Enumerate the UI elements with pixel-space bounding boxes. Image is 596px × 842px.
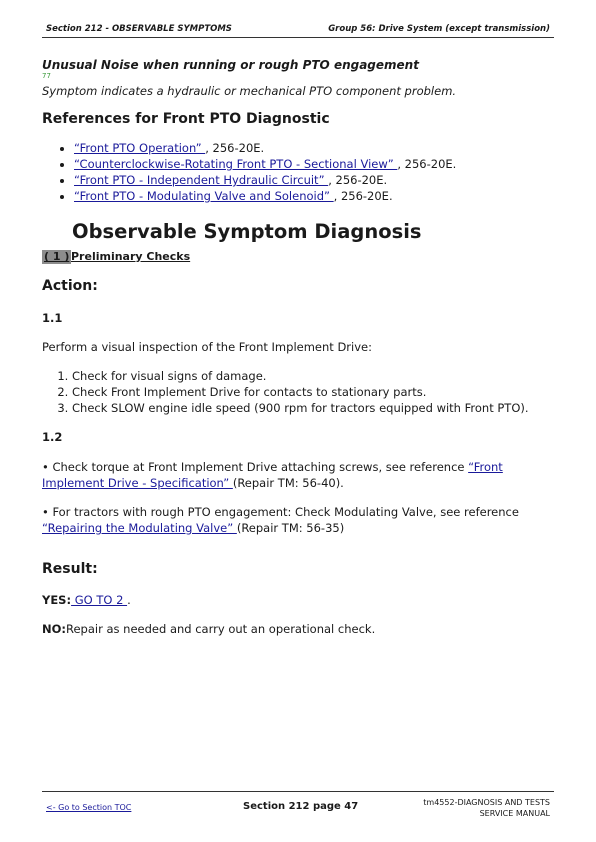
checklist-item: 3. Check SLOW engine idle speed (900 rpm for tractors equipped with Front PTO). <box>72 400 574 416</box>
action-heading: Action: <box>42 278 98 294</box>
reference-item <box>74 156 576 172</box>
manual-id <box>423 797 550 819</box>
reference-suffix: , 256-20E. <box>397 157 457 171</box>
torque-check-text: • Check torque at Front Implement Drive attaching screws, see reference <box>42 460 469 474</box>
reference-suffix: , 256-20E. <box>333 189 393 203</box>
goto-step-2-link[interactable]: GO TO 2 <box>71 593 128 607</box>
manual-id-line-2: SERVICE MANUAL <box>479 809 550 818</box>
spec-reference-link[interactable]: “Front Implement Drive - Specification” <box>42 460 503 490</box>
checklist-item: 1. Check for visual signs of damage. <box>72 368 574 384</box>
torque-check-suffix: (Repair TM: 56-40). <box>232 476 344 490</box>
modulating-valve-paragraph <box>42 504 552 536</box>
inspection-checklist <box>54 368 574 416</box>
symptom-ref-number: 77 <box>42 72 51 80</box>
footer-divider <box>42 791 554 792</box>
substep-1-2-label: 1.2 <box>42 430 63 444</box>
manual-id-line-1: tm4552-DIAGNOSIS AND TESTS <box>423 798 550 807</box>
no-label: NO: <box>42 622 66 636</box>
reference-item <box>74 140 576 156</box>
references-heading: References for Front PTO Diagnostic <box>42 111 330 127</box>
page-number: Section 212 page 47 <box>243 801 359 812</box>
step-title: Preliminary Checks <box>71 250 191 263</box>
reference-link-hydraulic-circuit[interactable]: “Front PTO - Independent Hydraulic Circuit” <box>74 173 329 187</box>
result-yes-row <box>42 593 131 607</box>
reference-item <box>74 172 576 188</box>
reference-suffix: , 256-20E. <box>205 141 265 155</box>
symptom-description: Symptom indicates a hydraulic or mechanical PTO component problem. <box>42 84 457 98</box>
checklist-item: 2. Check Front Implement Drive for contacts to stationary parts. <box>72 384 574 400</box>
reference-link-modulating-valve[interactable]: “Front PTO - Modulating Valve and Solenoid” <box>74 189 334 203</box>
inspection-instruction: Perform a visual inspection of the Front Implement Drive: <box>42 340 372 354</box>
symptom-title: Unusual Noise when running or rough PTO engagement <box>42 58 419 72</box>
yes-label: YES: <box>42 593 72 607</box>
header-group-title: Group 56: Drive System (except transmission) <box>328 24 550 34</box>
yes-suffix: . <box>127 593 131 607</box>
reference-suffix: , 256-20E. <box>328 173 388 187</box>
reference-item <box>74 188 576 204</box>
result-heading: Result: <box>42 561 98 577</box>
torque-check-paragraph <box>42 459 552 491</box>
section-toc-link[interactable]: <- Go to Section TOC <box>46 803 132 812</box>
modulating-valve-suffix: (Repair TM: 56-35) <box>236 521 345 535</box>
diagnosis-heading: Observable Symptom Diagnosis <box>72 220 422 243</box>
substep-1-1-label: 1.1 <box>42 311 63 325</box>
result-no-row <box>42 622 375 636</box>
reference-link-front-pto-operation[interactable]: “Front PTO Operation” <box>74 141 206 155</box>
references-list <box>56 140 576 204</box>
step-number-badge: ( 1 ) <box>44 250 70 263</box>
modulating-valve-text: • For tractors with rough PTO engagement: Check Modulating Valve, see reference <box>42 505 519 519</box>
no-text: Repair as needed and carry out an operational check. <box>66 622 376 636</box>
header-section-title: Section 212 - OBSERVABLE SYMPTOMS <box>46 24 232 34</box>
reference-link-sectional-view[interactable]: “Counterclockwise-Rotating Front PTO - Sectional View” <box>74 157 398 171</box>
header-divider <box>42 37 554 38</box>
repair-valve-link[interactable]: “Repairing the Modulating Valve” <box>42 521 237 535</box>
